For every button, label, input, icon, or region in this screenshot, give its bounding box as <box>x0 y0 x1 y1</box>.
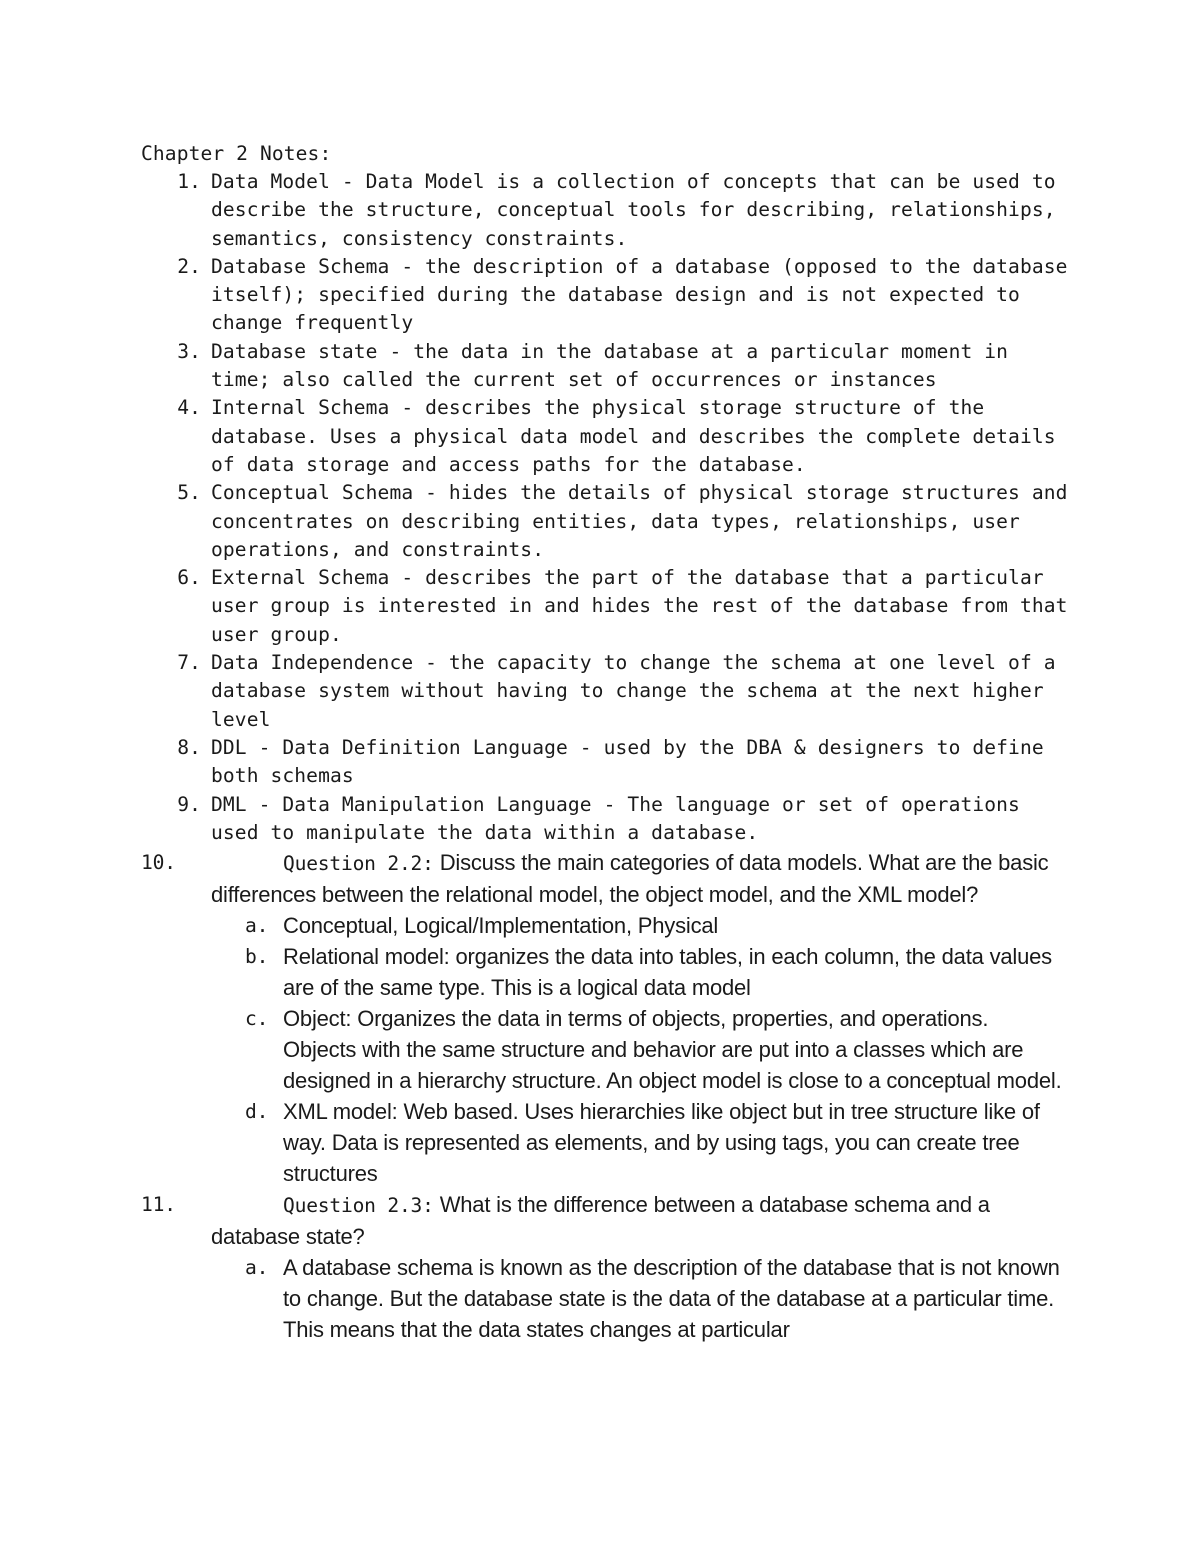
answer-item <box>211 1096 1063 1189</box>
question-body: What is the difference between a database schema and a database state? <box>211 1192 990 1250</box>
item-number: 2. <box>177 254 201 278</box>
list-item <box>0 479 1071 564</box>
question-item-10 <box>0 847 1071 1189</box>
item-number: 4. <box>177 396 201 420</box>
answer-text: XML model: Web based. Uses hierarchies like object but in tree structure like of way. Data is represented as elements, and by using tags, you can create tree structures <box>283 1099 1040 1187</box>
item-number: 8. <box>177 735 201 759</box>
answer-list <box>211 1252 1071 1345</box>
list-item <box>0 168 1071 253</box>
answer-list <box>211 910 1071 1189</box>
answer-letter: a. <box>245 914 269 938</box>
answer-text: Conceptual, Logical/Implementation, Physical <box>283 913 719 939</box>
item-number: 9. <box>177 792 201 816</box>
answer-text: Relational model: organizes the data into tables, in each column, the data values are of the same type. This is a logical data model <box>283 944 1052 1001</box>
answer-item <box>211 1252 1063 1345</box>
item-text: Internal Schema - describes the physical storage structure of the database. Uses a physical data model and describes the complete details of data storage and access paths for the database. <box>211 396 1056 476</box>
list-item <box>0 564 1071 649</box>
question-text <box>211 847 1071 910</box>
item-number: 7. <box>177 651 201 675</box>
item-text: DML - Data Manipulation Language - The language or set of operations used to manipulate the data within a database. <box>211 792 1020 844</box>
item-number: 6. <box>177 566 201 590</box>
answer-item <box>211 1003 1063 1096</box>
answer-letter: d. <box>245 1100 269 1124</box>
item-number: 1. <box>177 170 201 193</box>
item-text: Conceptual Schema - hides the details of physical storage structures and concentrates on describing entities, data types, relationships, user operations, and constraints. <box>211 481 1068 561</box>
list-item <box>0 734 1071 791</box>
item-number: 11. <box>141 1193 176 1217</box>
question-body: Discuss the main categories of data models. What are the basic differences between the relational model, the object model, and the XML model? <box>211 850 1049 908</box>
list-item <box>0 791 1071 848</box>
question-label: Question 2.3: <box>283 1194 434 1218</box>
answer-text: Object: Organizes the data in terms of objects, properties, and operations. Objects with the same structure and behavior are put into a classes which are designed in a hierarchy structure. An object model is close to a conceptual model. <box>283 1006 1062 1094</box>
notes-heading: Chapter 2 Notes: <box>141 142 332 165</box>
answer-letter: c. <box>245 1007 269 1031</box>
answer-item <box>211 941 1063 1003</box>
item-text: Database state - the data in the database at a particular moment in time; also called the current set of occurrences or instances <box>211 339 1009 392</box>
answer-letter: a. <box>245 1256 269 1280</box>
question-text <box>211 1189 1071 1252</box>
item-text: External Schema - describes the part of the database that a particular user group is interested in and hides the rest of the database from that user group. <box>211 566 1068 646</box>
item-text: Data Independence - the capacity to change the schema at one level of a database system without having to change the schema at the next higher level <box>211 651 1056 731</box>
item-text: Data Model - Data Model is a collection of concepts that can be used to describe the structure, conceptual tools for describing, relationships, semantics, consistency constraints. <box>211 170 1056 250</box>
list-item <box>0 649 1071 734</box>
question-label: Question 2.2: <box>283 852 434 876</box>
item-number: 3. <box>177 339 201 363</box>
item-number: 5. <box>177 481 201 505</box>
item-text: DDL - Data Definition Language - used by the DBA & designers to define both schemas <box>211 735 1044 788</box>
question-item-11 <box>0 1189 1071 1345</box>
answer-item <box>211 910 1063 941</box>
notes-list <box>0 168 1200 1345</box>
answer-text: A database schema is known as the description of the database that is not known to change. But the database state is the data of the database at a particular time. This means that the data states changes at particular <box>283 1255 1060 1343</box>
list-item <box>0 253 1071 338</box>
item-number: 10. <box>141 851 176 875</box>
list-item <box>0 394 1071 479</box>
item-text: Database Schema - the description of a database (opposed to the database itself); specified during the database design and is not expected to change frequently <box>211 254 1068 335</box>
answer-letter: b. <box>245 945 269 969</box>
list-item <box>0 338 1071 395</box>
